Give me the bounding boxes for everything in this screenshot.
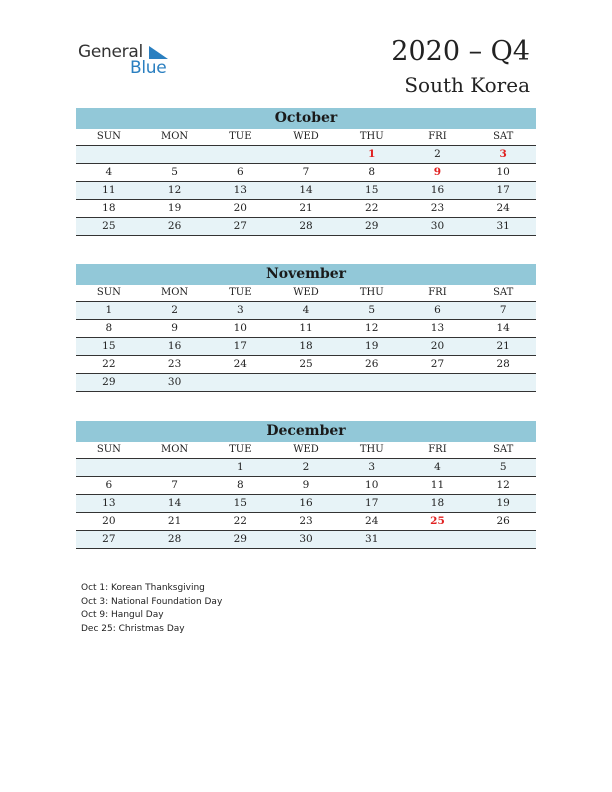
weekday-header-row: [76, 285, 536, 302]
empty-day-cell: [470, 531, 536, 548]
week-row: [76, 302, 536, 320]
day-cell: 18: [102, 202, 116, 214]
weekday-label: THU: [359, 287, 384, 298]
day-cell: 29: [102, 376, 116, 388]
weekday-label: THU: [359, 444, 384, 455]
day-cell: 9: [433, 166, 442, 178]
day-cell: 19: [167, 202, 182, 214]
weekday-label: SUN: [96, 131, 121, 142]
week-row: [76, 218, 536, 236]
empty-day-cell: [76, 459, 142, 476]
day-cell: 20: [102, 515, 116, 527]
weekday-label: FRI: [428, 287, 447, 298]
day-cell: 25: [102, 220, 116, 232]
day-cell: 7: [171, 479, 178, 491]
weekday-header-row: [76, 129, 536, 146]
day-cell: 24: [496, 202, 510, 214]
day-cell: 7: [499, 304, 507, 316]
day-cell: 20: [430, 340, 445, 352]
day-cell: 5: [368, 304, 376, 316]
day-cell: 31: [496, 220, 510, 232]
week-row: [76, 459, 536, 477]
day-cell: 3: [499, 148, 507, 160]
logo-blue-text: Blue: [130, 58, 167, 78]
day-cell: 30: [167, 376, 182, 388]
weekday-label: WED: [293, 131, 319, 142]
empty-day-cell: [339, 374, 405, 391]
weekday-label: TUE: [229, 131, 252, 142]
weekday-label: SUN: [96, 287, 121, 298]
month-header: November: [76, 264, 536, 285]
day-cell: 7: [302, 166, 310, 178]
day-cell: 5: [499, 461, 507, 473]
day-cell: 2: [302, 461, 310, 473]
day-cell: 27: [102, 533, 116, 545]
day-cell: 24: [233, 358, 247, 370]
day-cell: 12: [496, 479, 510, 491]
day-cell: 13: [102, 497, 116, 509]
empty-day-cell: [405, 374, 471, 391]
day-cell: 18: [430, 497, 445, 509]
day-cell: 11: [299, 322, 313, 334]
day-cell: 4: [105, 166, 113, 178]
day-cell: 28: [496, 358, 510, 370]
day-cell: 9: [302, 479, 310, 491]
week-row: [76, 374, 536, 392]
day-cell: 8: [368, 166, 376, 178]
day-cell: 15: [102, 340, 116, 352]
day-cell: 28: [299, 220, 313, 232]
day-cell: 16: [299, 497, 313, 509]
day-cell: 14: [167, 497, 182, 509]
day-cell: 21: [496, 340, 510, 352]
holiday-note: Oct 3: National Foundation Day: [81, 596, 223, 607]
day-cell: 23: [167, 358, 182, 370]
week-row: [76, 182, 536, 200]
day-cell: 10: [365, 479, 379, 491]
holiday-note: Dec 25: Christmas Day: [81, 624, 185, 635]
day-cell: 13: [430, 322, 445, 334]
day-cell: 21: [167, 515, 182, 527]
day-cell: 23: [430, 202, 445, 214]
day-cell: 30: [430, 220, 445, 232]
day-cell: 19: [496, 497, 510, 509]
day-cell: 10: [233, 322, 247, 334]
day-cell: 31: [365, 533, 379, 545]
week-row: [76, 477, 536, 495]
day-cell: 6: [105, 479, 113, 491]
empty-day-cell: [76, 146, 142, 163]
day-cell: 2: [171, 304, 178, 316]
day-cell: 12: [167, 184, 182, 196]
day-cell: 1: [368, 148, 376, 160]
month-header: October: [76, 108, 536, 129]
day-cell: 29: [233, 533, 247, 545]
day-cell: 26: [365, 358, 379, 370]
day-cell: 10: [496, 166, 510, 178]
week-row: [76, 338, 536, 356]
weekday-label: WED: [293, 444, 319, 455]
day-cell: 26: [496, 515, 510, 527]
day-cell: 22: [233, 515, 247, 527]
month-december: [76, 421, 536, 549]
empty-day-cell: [470, 374, 536, 391]
page-title: 2020 – Q4: [391, 36, 530, 67]
day-cell: 19: [365, 340, 379, 352]
day-cell: 3: [236, 304, 244, 316]
country-name: South Korea: [404, 73, 530, 97]
day-cell: 25: [299, 358, 313, 370]
day-cell: 1: [105, 304, 113, 316]
month-header: December: [76, 421, 536, 442]
week-row: [76, 356, 536, 374]
weekday-label: SAT: [493, 131, 514, 142]
week-row: [76, 146, 536, 164]
day-cell: 8: [105, 322, 113, 334]
day-cell: 11: [102, 184, 116, 196]
day-cell: 23: [299, 515, 313, 527]
day-cell: 14: [496, 322, 510, 334]
empty-day-cell: [142, 459, 208, 476]
day-cell: 27: [430, 358, 445, 370]
weekday-label: MON: [160, 444, 189, 455]
day-cell: 8: [236, 479, 244, 491]
holiday-note: Oct 9: Hangul Day: [81, 610, 164, 621]
day-cell: 22: [365, 202, 379, 214]
weekday-label: SAT: [493, 444, 514, 455]
day-cell: 29: [365, 220, 379, 232]
day-cell: 11: [430, 479, 445, 491]
day-cell: 22: [102, 358, 116, 370]
day-cell: 4: [434, 461, 441, 473]
day-cell: 2: [434, 148, 441, 160]
day-cell: 6: [236, 166, 244, 178]
day-cell: 5: [171, 166, 178, 178]
day-cell: 21: [299, 202, 313, 214]
month-october: [76, 108, 536, 236]
empty-day-cell: [273, 374, 339, 391]
day-cell: 6: [434, 304, 441, 316]
week-row: [76, 164, 536, 182]
week-row: [76, 495, 536, 513]
day-cell: 26: [167, 220, 182, 232]
weekday-label: WED: [293, 287, 319, 298]
logo-general-text: General: [78, 42, 143, 62]
day-cell: 14: [299, 184, 313, 196]
day-cell: 30: [299, 533, 313, 545]
holiday-note: Oct 1: Korean Thanksgiving: [81, 583, 205, 593]
day-cell: 17: [496, 184, 510, 196]
day-cell: 15: [233, 497, 247, 509]
month-november: [76, 264, 536, 392]
weekday-label: TUE: [229, 444, 252, 455]
week-row: [76, 513, 536, 531]
weekday-label: SUN: [96, 444, 121, 455]
day-cell: 15: [365, 184, 379, 196]
weekday-header-row: [76, 442, 536, 459]
weekday-label: FRI: [428, 131, 447, 142]
empty-day-cell: [405, 531, 471, 548]
weekday-label: FRI: [428, 444, 447, 455]
day-cell: 16: [167, 340, 182, 352]
day-cell: 18: [299, 340, 313, 352]
day-cell: 12: [365, 322, 379, 334]
weekday-label: TUE: [229, 287, 252, 298]
day-cell: 16: [430, 184, 445, 196]
day-cell: 1: [236, 461, 244, 473]
day-cell: 9: [171, 322, 178, 334]
day-cell: 24: [365, 515, 379, 527]
empty-day-cell: [207, 374, 273, 391]
empty-day-cell: [273, 146, 339, 163]
day-cell: 28: [167, 533, 182, 545]
weekday-label: MON: [160, 131, 189, 142]
week-row: [76, 531, 536, 549]
day-cell: 27: [233, 220, 247, 232]
weekday-label: THU: [359, 131, 384, 142]
empty-day-cell: [142, 146, 208, 163]
day-cell: 17: [233, 340, 247, 352]
day-cell: 17: [365, 497, 379, 509]
week-row: [76, 200, 536, 218]
day-cell: 3: [368, 461, 376, 473]
holiday-notes: [81, 582, 222, 637]
week-row: [76, 320, 536, 338]
weekday-label: SAT: [493, 287, 514, 298]
day-cell: 25: [430, 515, 445, 527]
empty-day-cell: [207, 146, 273, 163]
weekday-label: MON: [160, 287, 189, 298]
day-cell: 20: [233, 202, 247, 214]
day-cell: 13: [233, 184, 247, 196]
day-cell: 4: [302, 304, 310, 316]
